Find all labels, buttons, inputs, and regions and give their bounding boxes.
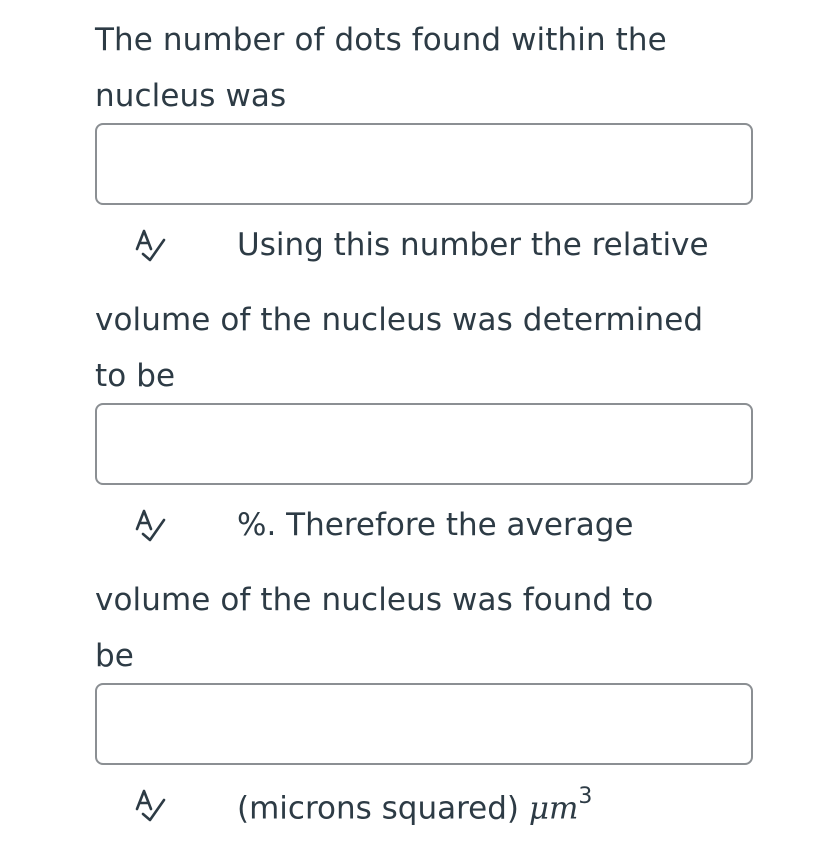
answer-input-dots-count[interactable]	[95, 123, 753, 205]
question-inline-text: Using this number the relative	[237, 227, 709, 263]
spell-check-icon[interactable]	[130, 785, 170, 825]
spell-check-row	[130, 500, 634, 550]
question-text-3	[95, 572, 775, 684]
spell-check-icon[interactable]	[130, 225, 170, 265]
question-line: The number of dots found within the	[95, 22, 667, 58]
answer-input-average-volume[interactable]	[95, 683, 753, 765]
question-inline-text: %. Therefore the average	[237, 507, 634, 543]
question-line: volume of the nucleus was found to	[95, 582, 654, 618]
answer-input-relative-volume[interactable]	[95, 403, 753, 485]
unit-label	[237, 776, 592, 833]
question-text-1	[95, 12, 775, 124]
unit-exponent: 3	[578, 784, 593, 810]
unit-symbol: μm	[528, 790, 579, 827]
spell-check-row	[130, 220, 709, 270]
question-line: be	[95, 638, 134, 674]
question-line: to be	[95, 358, 176, 394]
spell-check-icon[interactable]	[130, 505, 170, 545]
question-text-2	[95, 292, 775, 404]
question-line: volume of the nucleus was determined	[95, 302, 704, 338]
unit-description: (microns squared)	[237, 790, 520, 827]
question-line: nucleus was	[95, 78, 287, 114]
